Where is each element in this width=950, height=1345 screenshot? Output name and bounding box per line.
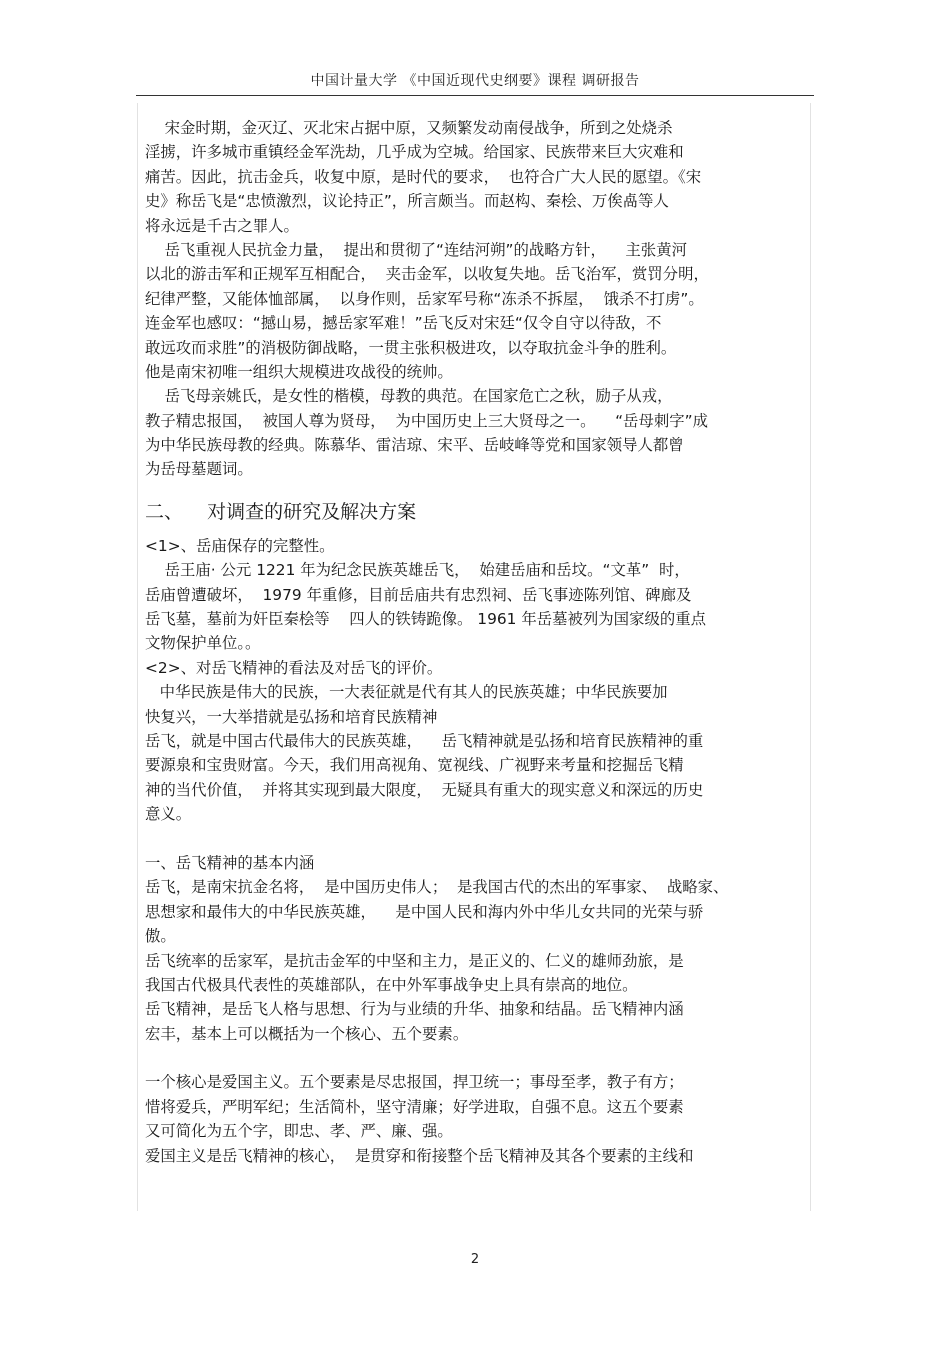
text-line: 岳飞墓，墓前为奸臣秦桧等 四人的铁铸跪像。 1961 年岳墓被列为国家级的重点 bbox=[145, 610, 707, 629]
text-line: 中华民族是伟大的民族，一大表征就是代有其人的民族英雄；中华民族要加 bbox=[145, 683, 668, 702]
text-line: 岳飞母亲姚氏，是女性的楷模，母教的典范。在国家危亡之秋，励子从戎， bbox=[145, 387, 673, 406]
paragraph-patriotism bbox=[145, 1144, 809, 1168]
paragraph-contemporary-value bbox=[145, 729, 809, 827]
header-rule bbox=[136, 95, 814, 96]
blank-line bbox=[145, 1046, 809, 1070]
paragraph-yue-mother bbox=[145, 384, 809, 482]
text-line: 以北的游击军和正规军互相配合， 夹击金军，以收复失地。岳飞治军，赏罚分明， bbox=[145, 265, 709, 284]
text-line: 一个核心是爱国主义。五个要素是尽忠报国，捍卫统一；事母至孝，教子有方； bbox=[145, 1073, 684, 1092]
blank-line bbox=[145, 827, 809, 851]
text-line: 敢远攻而求胜”的消极防御战略，一贯主张积极进攻，以夺取抗金斗争的胜利。 bbox=[145, 338, 677, 357]
text-line: 我国古代极具代表性的英雄部队，在中外军事战争史上具有崇高的地位。 bbox=[145, 975, 638, 994]
text-line: 纪律严整，又能体恤部属， 以身作则，岳家军号称“冻杀不拆屋， 饿杀不打虏”。 bbox=[145, 289, 704, 308]
text-line: 宋金时期，金灭辽、灭北宋占据中原，又频繁发动南侵战争，所到之处烧杀 bbox=[145, 119, 673, 137]
paragraph-core-elements bbox=[145, 1070, 809, 1143]
text-line: 岳飞统率的岳家军，是抗击金军的中坚和主力，是正义的、仁义的雄师劲旅，是 bbox=[145, 951, 684, 970]
page-header: 中国计量大学 《中国近现代史纲要》课程 调研报告 bbox=[310, 73, 640, 89]
text-line: 岳飞，是南宋抗金名将， 是中国历史伟人； 是我国古代的杰出的军事家、 战略家、 bbox=[145, 878, 729, 897]
text-line: 岳飞精神，是岳飞人格与思想、行为与业绩的升华、抽象和结晶。岳飞精神内涵 bbox=[145, 1000, 684, 1019]
text-line: 快复兴，一大举措就是弘扬和培育民族精神 bbox=[145, 707, 438, 726]
text-line: 淫掳，许多城市重镇经金军洗劫，几乎成为空城。给国家、民族带来巨大灾难和 bbox=[145, 143, 684, 162]
text-line: 岳飞重视人民抗金力量， 提出和贯彻了“连结河朔”的战略方针， 主张黄河 bbox=[145, 240, 687, 259]
text-line: 意义。 bbox=[145, 805, 192, 824]
text-line: 宏丰，基本上可以概括为一个核心、五个要素。 bbox=[145, 1024, 469, 1043]
text-line: 神的当代价值， 并将其实现到最大限度， 无疑具有重大的现实意义和深远的历史 bbox=[145, 780, 704, 799]
text-line: 傲。 bbox=[145, 927, 176, 946]
text-line: 爱国主义是岳飞精神的核心， 是贯穿和衔接整个岳飞精神及其各个要素的主线和 bbox=[145, 1146, 694, 1165]
subsection-heading: <1>、岳庙保存的完整性。 bbox=[145, 536, 335, 555]
paragraph-national-spirit bbox=[145, 680, 809, 729]
text-line: 惜将爱兵，严明军纪；生活简朴，坚守清廉；好学进取，自强不息。这五个要素 bbox=[145, 1097, 684, 1116]
section-title: 二、 对调查的研究及解决方案 bbox=[145, 500, 417, 523]
paragraph-yue-army bbox=[145, 949, 809, 998]
text-line: 岳王庙· 公元 1221 年为纪念民族英雄岳飞， 始建岳庙和岳坟。“文革” 时， bbox=[145, 561, 690, 580]
paragraph-temple-history bbox=[145, 558, 809, 656]
paragraph-song-jin-period bbox=[145, 116, 809, 238]
text-line: 思想家和最伟大的中华民族英雄， 是中国人民和海内外中华儿女共同的光荣与骄 bbox=[145, 902, 704, 921]
subsection-heading: <2>、对岳飞精神的看法及对岳飞的评价。 bbox=[145, 658, 443, 677]
text-line: 岳庙曾遭破坏， 1979 年重修，目前岳庙共有忠烈祠、岳飞事迹陈列馆、碑廊及 bbox=[145, 585, 692, 604]
text-line: 教子精忠报国， 被国人尊为贤母， 为中国历史上三大贤母之一。 “岳母刺字”成 bbox=[145, 411, 708, 430]
text-line: 连金军也感叹：“撼山易，撼岳家军难！”岳飞反对宋廷“仅令自守以待敌，不 bbox=[145, 314, 662, 333]
page-number: 2 bbox=[470, 1252, 480, 1267]
paragraph-yue-spirit bbox=[145, 997, 809, 1046]
subsection-heading: 一、岳飞精神的基本内涵 bbox=[145, 853, 315, 872]
text-line: 又可简化为五个字，即忠、孝、严、廉、强。 bbox=[145, 1122, 453, 1141]
text-line: 为中华民族母教的经典。陈慕华、雷洁琼、宋平、岳岐峰等党和国家领导人都曾 bbox=[145, 436, 684, 455]
text-line: 痛苦。因此，抗击金兵，收复中原，是时代的要求， 也符合广大人民的愿望。《宋 bbox=[145, 167, 702, 186]
text-line: 岳飞，就是中国古代最伟大的民族英雄， 岳飞精神就是弘扬和培育民族精神的重 bbox=[145, 731, 704, 750]
text-line: 文物保护单位。。 bbox=[145, 634, 261, 653]
text-line: 要源泉和宝贵财富。今天，我们用高视角、宽视线、广视野来考量和挖掘岳飞精 bbox=[145, 756, 684, 775]
paragraph-yue-fei-intro bbox=[145, 875, 809, 948]
document-body bbox=[145, 116, 809, 1168]
paragraph-anti-jin-strategy bbox=[145, 238, 809, 384]
text-line: 为岳母墓题词。 bbox=[145, 460, 253, 479]
text-line: 将永远是千古之罪人。 bbox=[145, 216, 299, 235]
text-line: 史》称岳飞是“忠愤激烈，议论持正”，所言颇当。而赵构、秦桧、万俟卨等人 bbox=[145, 192, 669, 211]
text-line: 他是南宋初唯一组织大规模进攻战役的统帅。 bbox=[145, 362, 453, 381]
